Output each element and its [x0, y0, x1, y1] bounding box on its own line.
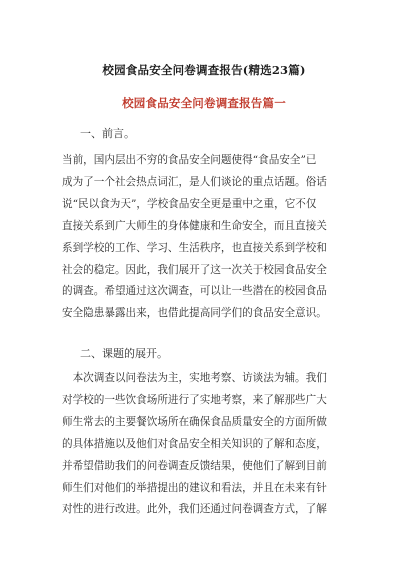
text-line: 当前，国内层出不穷的食品安全问题使得“食品安全”已: [62, 154, 317, 166]
text-line: 本次调查以问卷法为主，实地考察、访谈法为辅。我们: [62, 372, 327, 384]
text-line: 安全隐患暴露出来，也借此提高同学们的食品安全意识。: [62, 307, 327, 320]
document-title: 校园食品安全问卷调查报告(精选23篇): [102, 63, 306, 77]
text-line: 对性的进行改进。此外，我们还通过问卷调查方式，了解: [62, 503, 327, 516]
text-line: 说“民以食为天”，学校食品安全更是重中之重，它不仅: [62, 197, 317, 210]
text-line: 的具体措施以及他们对食品安全相关知识的了解和态度，: [62, 437, 327, 450]
section-heading-topic: 二、课题的展开。: [80, 347, 168, 360]
text-line: 社会的稳定。因此，我们展开了这一次关于校园食品安全: [62, 263, 327, 276]
paragraph-preface: [62, 150, 348, 325]
text-line: 的调查。希望通过这次调查，可以让一些潜在的校园食品: [62, 285, 327, 298]
document-subtitle: 校园食品安全问卷调查报告篇一: [122, 96, 286, 110]
text-line: 对学校的一些饮食场所进行了实地考察，来了解那些广大: [62, 393, 327, 406]
text-line: 师生常去的主要餐饮场所在确保食品质量安全的方面所做: [62, 415, 327, 428]
text-line: 并希望借助我们的问卷调查反馈结果，使他们了解到目前: [62, 459, 327, 472]
text-line: 成为了一个社会热点词汇，是人们谈论的重点话题。俗话: [62, 175, 327, 188]
text-line: 师生们对他们的举措提出的建议和看法，并且在未来有针: [62, 481, 327, 494]
text-line: 直接关系到广大师生的身体健康和生命安全，而且直接关: [62, 219, 327, 232]
text-line: 系到学校的工作、学习、生活秩序，也直接关系到学校和: [62, 241, 327, 254]
paragraph-topic: [62, 368, 348, 521]
section-heading-preface: 一、前言。: [80, 127, 135, 140]
